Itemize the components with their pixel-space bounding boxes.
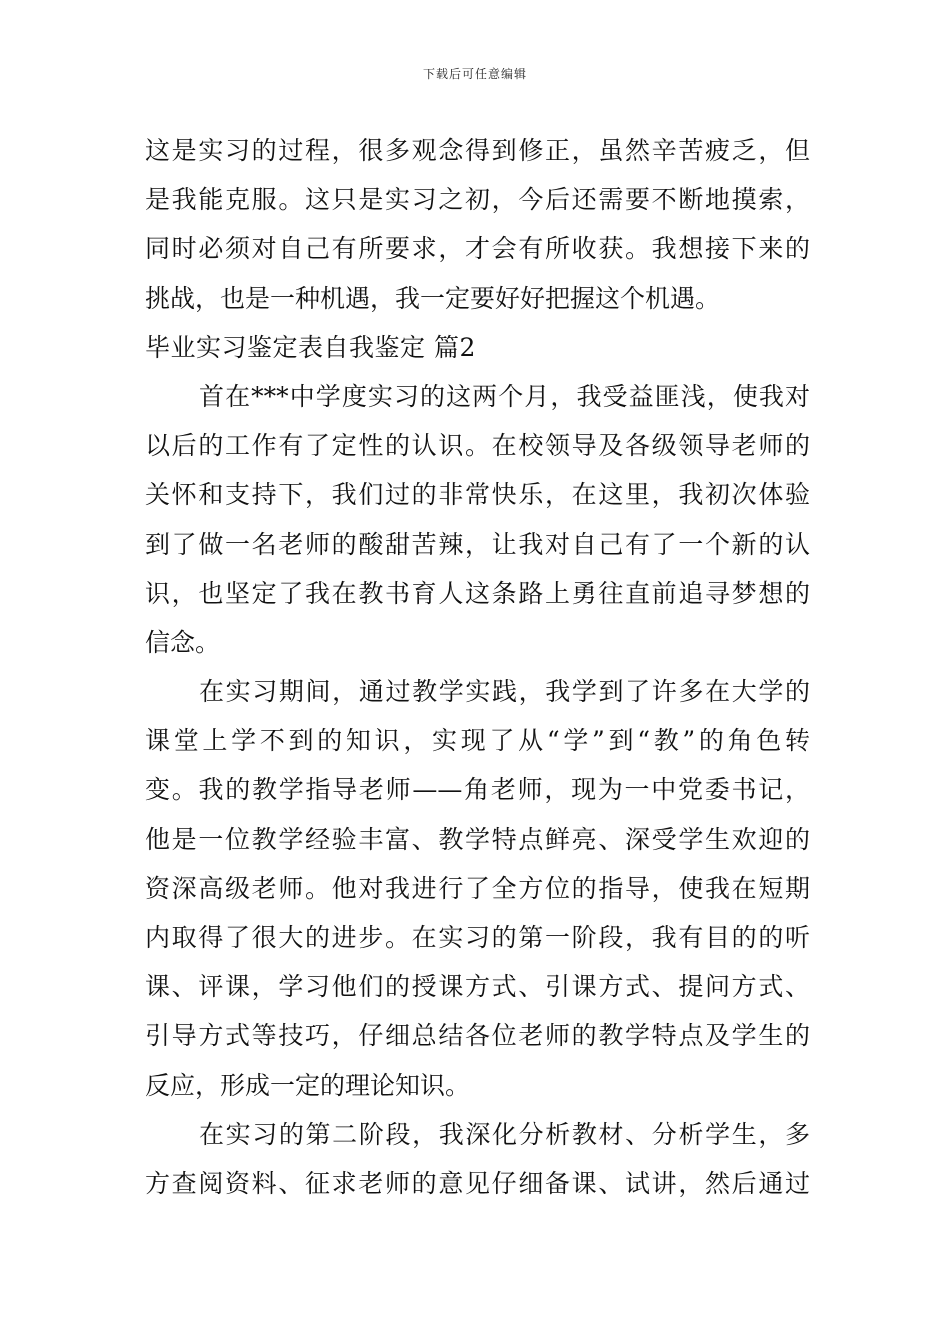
text-line: 挑战，也是一种机遇，我一定要好好把握这个机遇。 — [145, 283, 721, 313]
text-line: 在实习期间，通过教学实践，我学到了许多在大学的 — [199, 677, 810, 707]
text-line: 是我能克服。这只是实习之初，今后还需要不断地摸索， — [145, 185, 810, 215]
text-line: 他是一位教学经验丰富、教学特点鲜亮、深受学生欢迎的 — [145, 824, 810, 854]
header-note: 下载后可任意编辑 — [422, 67, 527, 81]
text-line: 在实习的第二阶段，我深化分析教材、分析学生，多 — [199, 1119, 810, 1149]
text-line: 变。我的教学指导老师——角老师，现为一中党委书记， — [145, 775, 810, 805]
text-line: 首在***中学度实习的这两个月，我受益匪浅，使我对 — [199, 381, 810, 411]
text-line: 反应，形成一定的理论知识。 — [145, 1070, 471, 1100]
text-line: 这是实习的过程，很多观念得到修正，虽然辛苦疲乏，但 — [145, 136, 810, 165]
text-line: 课、评课，学习他们的授课方式、引课方式、提问方式、 — [145, 972, 810, 1002]
text-line: 关怀和支持下，我们过的非常快乐，在这里，我初次体验 — [145, 480, 810, 510]
text-line: 引导方式等技巧，仔细总结各位老师的教学特点及学生的 — [145, 1021, 810, 1051]
text-line: 同时必须对自己有所要求，才会有所收获。我想接下来的 — [145, 234, 810, 264]
section-heading: 毕业实习鉴定表自我鉴定 篇2 — [145, 332, 476, 362]
text-line: 内取得了很大的进步。在实习的第一阶段，我有目的的听 — [145, 923, 810, 952]
text-line: 识，也坚定了我在教书育人这条路上勇往直前追寻梦想的 — [145, 578, 810, 608]
document-body — [145, 126, 810, 1208]
text-line: 到了做一名老师的酸甜苦辣，让我对自己有了一个新的认 — [145, 529, 810, 559]
text-line: 方查阅资料、征求老师的意见仔细备课、试讲，然后通过 — [145, 1168, 810, 1198]
text-line: 课堂上学不到的知识，实现了从“学”到“教”的角色转 — [145, 726, 810, 756]
text-line: 资深高级老师。他对我进行了全方位的指导，使我在短期 — [145, 873, 810, 903]
text-line: 以后的工作有了定性的认识。在校领导及各级领导老师的 — [145, 431, 810, 461]
text-line: 信念。 — [145, 627, 221, 657]
